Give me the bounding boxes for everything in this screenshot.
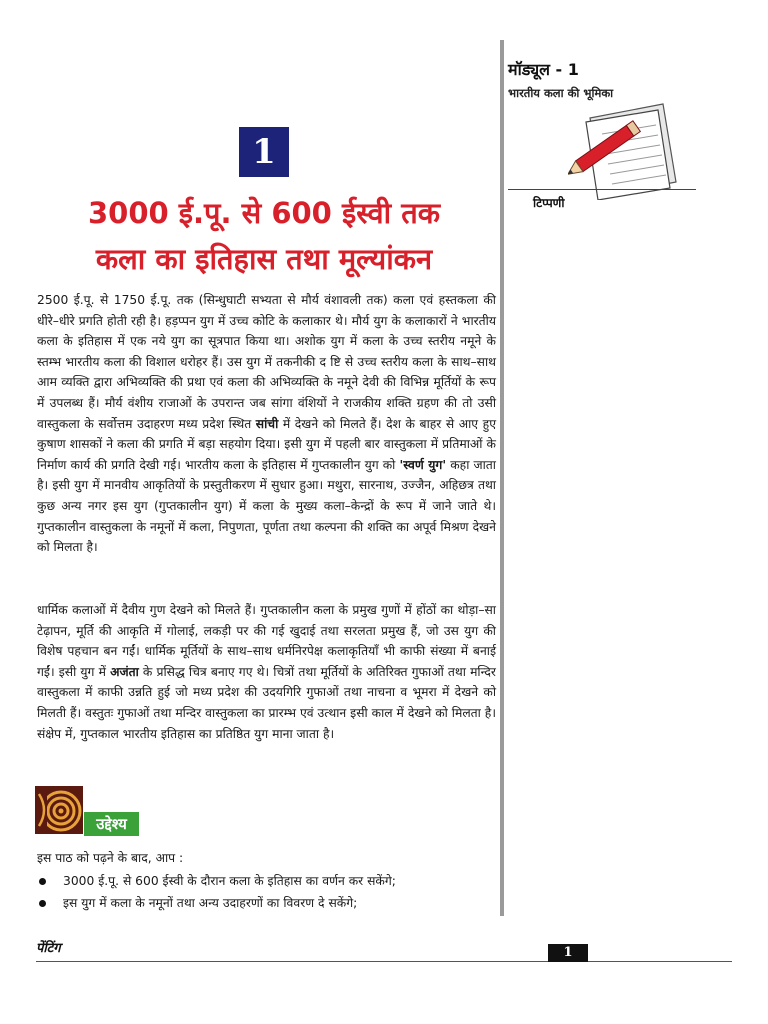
bullet-icon bbox=[39, 878, 46, 885]
paragraph-1 bbox=[37, 290, 496, 558]
paragraph-2-part-1: धार्मिक कलाओं में दैवीय गुण देखने को मिलते हैं। गुप्तकालीन कला के प्रमुख गुणों में होंठों का थोड़ा–सा टेढ़ापन, मूर्ति की आकृति में गोलाई, लकड़ी पर की गई खुदाई तथा सरलता प्रमुख हैं, जो उस युग की विशेष पहचान बन गईं। धार्मिक मूर्तियों के साथ–साथ धर्मनिरपेक्ष कलाकृतियाँ भी काफी संख्या में बनाई गईं। इसी युग में bbox=[37, 603, 496, 679]
chapter-number: 1 bbox=[239, 127, 289, 177]
page-number: 1 bbox=[548, 944, 588, 962]
objectives-heading: उद्देश्य bbox=[84, 812, 139, 836]
note-label: टिप्पणी bbox=[533, 196, 565, 210]
paragraph-2-part-2: के प्रसिद्ध चित्र बनाए गए थे। चित्रों तथा मूर्तियों के अतिरिक्त गुफाओं तथा मन्दिर वास्तुकला में काफी उन्नति हुई जो मध्य प्रदेश की उदयगिरि गुफाओं तथा नाचना व भूमरा में देखने को मिलती हैं। वस्तुतः गुफाओं तथा मन्दिर वास्तुकला का प्रारम्भ एवं उत्थान इसी काल में देखने को मिलता है। संक्षेप में, गुप्तकाल भारतीय इतिहास का प्रतिष्ठित युग माना जाता है। bbox=[37, 664, 496, 741]
paragraph-1-part-1: 2500 ई.पू. से 1750 ई.पू. तक (सिन्धुघाटी सभ्यता से मौर्य वंशावली तक) कला एवं हस्तकला की धीरे–धीरे प्रगति होती रही है। हड़प्पन युग में उच्च कोटि के कलाकार थे। मौर्य युग के कलाकारों ने भारतीय कला के इतिहास में एक नये युग का सूत्रपात किया था। अशोक युग में कला के उच्च स्तरीय नमूने के स्तम्भ भारतीय कला की विशाल धरोहर हैं। उस युग में तकनीकी द ष्टि से उच्च स्तरीय कला के साथ–साथ आम व्यक्ति द्वारा अभिव्यक्ति की प्रथा एवं कला की अभिव्यक्ति के नमूने देवी की विभिन्न मूर्तियों के रूप में उपलब्ध हैं। मौर्य वंशीय राजाओं के उपरान्त जब सांगा वंशियों ने राजकीय शक्ति ग्रहण की तो उसी वास्तुकला के सर्वोत्तम उदाहरण मध्य प्रदेश स्थित bbox=[37, 293, 496, 431]
notes-paper-pencil-icon bbox=[568, 100, 678, 200]
objective-text: 3000 ई.पू. से 600 ईस्वी के दौरान कला के इतिहास का वर्णन कर सकेंगे; bbox=[63, 874, 396, 888]
module-label: मॉड्यूल - 1 bbox=[508, 60, 579, 79]
sidebar bbox=[508, 58, 748, 101]
paragraph-2-bold-ajanta: अजंता bbox=[110, 664, 139, 679]
list-item bbox=[37, 892, 497, 914]
footer-subject: पेंटिंग bbox=[36, 941, 61, 956]
footer-rule bbox=[36, 961, 732, 962]
paragraph-1-part-2: में देखने को मिलते हैं। देश के बाहर से आए हुए कुषाण शासकों ने कला की प्रगति में बड़ा सहयोग दिया। इसी युग में पहली बार वास्तुकला में प्रतिमाओं के निर्माण कार्य की प्रगति देखी गई। भारतीय कला के इतिहास में गुप्तकालीन युग को bbox=[37, 416, 496, 472]
objectives-list bbox=[37, 870, 497, 914]
bullet-icon bbox=[39, 900, 46, 907]
module-subtitle: भारतीय कला की भूमिका bbox=[508, 86, 614, 100]
objective-text: इस युग में कला के नमूनों तथा अन्य उदाहरणों का विवरण दे सकेंगे; bbox=[63, 896, 358, 910]
chapter-title bbox=[36, 190, 492, 282]
paragraph-1-part-3: कहा जाता है। इसी युग में मानवीय आकृतियों के प्रस्तुतीकरण में सुधार हुआ। मथुरा, सारनाथ, उज्जैन, अहिछत्र तथा कुछ अन्य नगर इस युग (गुप्तकालीन युग) में कला के मुख्य कला–केन्द्रों के रूप में जाने जाते थे। गुप्तकालीन वास्तुकला के नमूनों में कला, निपुणता, पूर्णता तथा कल्पना की शक्ति का अपूर्व मिश्रण देखने को मिलता है। bbox=[37, 457, 496, 555]
objectives-intro: इस पाठ को पढ़ने के बाद, आप : bbox=[37, 851, 184, 865]
paragraph-1-bold-sanchi: सांची bbox=[255, 416, 279, 431]
paragraph-1-bold-golden-age: 'स्वर्ण युग' bbox=[399, 457, 447, 472]
chapter-title-line-1: 3000 ई.पू. से 600 ईस्वी तक bbox=[87, 196, 441, 230]
sidebar-rule bbox=[508, 189, 696, 190]
list-item bbox=[37, 870, 497, 892]
chapter-title-line-2: कला का इतिहास तथा मूल्यांकन bbox=[95, 242, 433, 276]
objectives-target-icon bbox=[35, 786, 83, 834]
margin-divider bbox=[500, 40, 504, 916]
paragraph-2 bbox=[37, 600, 496, 744]
